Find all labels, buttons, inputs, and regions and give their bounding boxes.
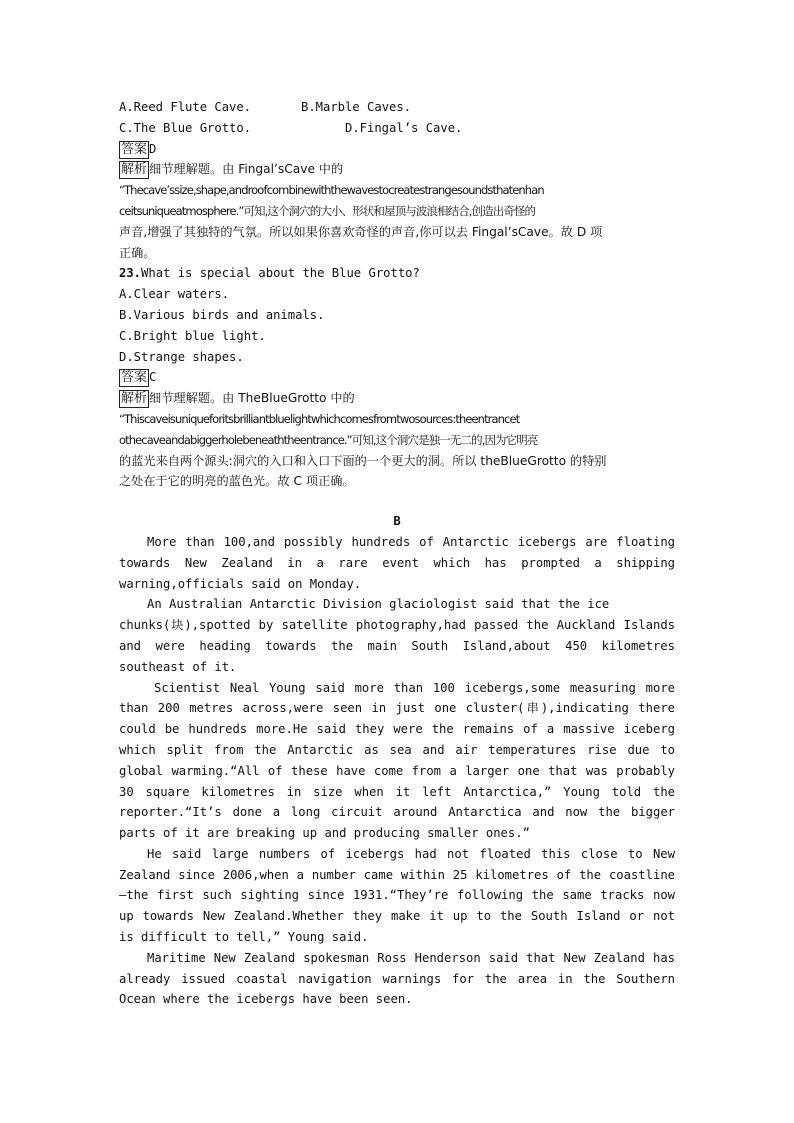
q23-question-text: What is special about the Blue Grotto? <box>141 266 420 281</box>
q22-options-row-1 <box>119 97 675 118</box>
paragraph-text: Scientist Neal Young said more than 100 icebergs,some measuring more than 200 metres across,were seen in just one cluster(串),indicating there could be hundreds more.He said they were the remains of a massive iceberg which split from the Antarctic as sea and air temperatures rise due to global warming.“All of these have come from a larger one that was probably 30 square kilometres in size when it left Antarctica,” Young told the reporter.“It’s done a long circuit around Antarctica and now the bigger parts of it are breaking up and producing smaller ones.” <box>119 680 675 841</box>
q22-options-row-2 <box>119 118 675 139</box>
document-page <box>119 97 675 1010</box>
analysis-tag: 解析 <box>121 162 148 178</box>
q23-analysis-text: 细节理解题。由 TheBlueGrotto 中的 <box>149 391 355 406</box>
q22-analysis-text: 细节理解题。由 Fingal’sCave 中的 <box>149 162 344 177</box>
q23-analysis-quote-1: “Thiscaveisuniqueforitsbrilliantbluelightwhichcomesfromtwosources:theentrancet <box>119 411 520 426</box>
q23-answer <box>119 367 675 388</box>
q22-analysis-quote-1: “Thecave’ssize,shape,androofcombinewiththewavestocreatestrangesoundsthatenhan <box>119 183 544 198</box>
q23-question <box>119 263 675 284</box>
answer-tag: 答案 <box>121 370 148 386</box>
q22-analysis-line-4: 正确。 <box>119 245 156 260</box>
q22-answer <box>119 139 675 160</box>
q23-number: 23. <box>119 266 142 281</box>
q23-option-c: C.Bright blue light. <box>119 328 266 343</box>
q23-analysis-head <box>119 388 675 409</box>
passage-paragraph-4 <box>119 844 675 948</box>
passage-paragraph-3 <box>119 678 675 844</box>
passage-paragraph-5 <box>119 948 675 1010</box>
q22-analysis-head <box>119 159 675 180</box>
q22-analysis-quote-2: ceitsuniqueatmosphere.”可知,这个洞穴的大小、形状和屋顶与波浪相结合,创造出奇怪的 <box>119 203 536 218</box>
paragraph-first-line: An Australian Antarctic Division glaciologist said that the ice <box>147 597 610 612</box>
passage-paragraph-1 <box>119 532 675 594</box>
q23-option-a: A.Clear waters. <box>119 287 230 302</box>
q22-option-c: C.The Blue Grotto. <box>119 120 252 135</box>
q23-analysis-line-4: 之处在于它的明亮的蓝色光。故 C 项正确。 <box>119 474 355 489</box>
paragraph-text: chunks(块),spotted by satellite photography,had passed the Auckland Islands and were heading towards the main South Island,about 450 kilometres southeast of it. <box>119 618 675 674</box>
paragraph-text: He said large numbers of icebergs had not floated this close to New Zealand since 2006,when a number came within 25 kilometres of the coastline—the first such sighting since 1931.“They’re following the same tracks now up towards New Zealand.Whether they make it up to the South Island or not is difficult to tell,” Young said. <box>119 846 675 945</box>
q22-option-a: A.Reed Flute Cave. <box>119 100 252 114</box>
q22-option-d: D.Fingal’s Cave. <box>345 120 463 135</box>
paragraph-text: Maritime New Zealand spokesman Ross Henderson said that New Zealand has already issued coastal navigation warnings for the area in the Southern Ocean where the icebergs have been seen. <box>119 950 675 1007</box>
q22-option-b: B.Marble Caves. <box>301 100 412 114</box>
q23-analysis-quote-2: othecaveandabiggerholebeneaththeentrance.”可知,这个洞穴是独一无二的,因为它明亮 <box>119 432 538 447</box>
paragraph-text: More than 100,and possibly hundreds of Antarctic icebergs are floating towards New Zealand in a rare event which has prompted a shipping warning,officials said on Monday. <box>119 534 675 591</box>
answer-tag: 答案 <box>121 141 148 157</box>
q22-analysis-line-3: 声音,增强了其独特的气氛。所以如果你喜欢奇怪的声音,你可以去 Fingal’sCave。故 D 项 <box>119 224 603 239</box>
analysis-tag: 解析 <box>121 391 148 407</box>
passage-heading: B <box>393 514 401 529</box>
q22-answer-value: D <box>149 141 157 156</box>
passage-paragraph-2 <box>119 594 675 677</box>
q23-answer-value: C <box>149 370 157 385</box>
q23-option-d: D.Strange shapes. <box>119 349 244 364</box>
q23-option-b: B.Various birds and animals. <box>119 307 325 322</box>
q23-analysis-line-3: 的蓝光来自两个源头:洞穴的入口和入口下面的一个更大的洞。所以 theBlueGrotto 的特别 <box>119 453 607 468</box>
